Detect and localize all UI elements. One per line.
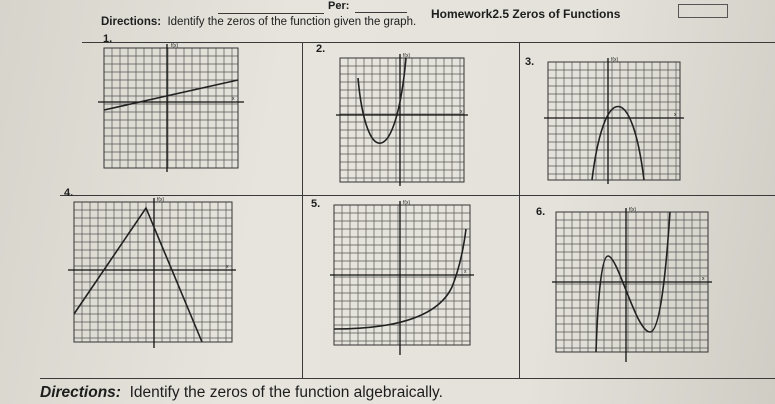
x-axis-label: x	[702, 276, 705, 282]
y-axis-label: f(x)	[157, 197, 165, 203]
per-label: Per:	[328, 0, 350, 12]
y-axis-label: f(x)	[171, 43, 179, 49]
name-blank-line	[218, 13, 324, 14]
graph-1	[104, 43, 238, 168]
column-divider-2	[519, 42, 520, 378]
problem-6-number: 6.	[536, 206, 546, 218]
graph-2	[340, 53, 464, 182]
x-axis-label: x	[674, 112, 677, 118]
graph-4	[74, 197, 232, 342]
directions-graph-text: Identify the zeros of the function given the graph.	[167, 16, 417, 28]
y-axis-label: f(x)	[403, 53, 411, 59]
directions-algebraic	[40, 384, 443, 402]
problem-3-number: 3.	[525, 56, 535, 68]
x-axis-label: x	[464, 269, 467, 275]
x-axis-label: x	[460, 109, 463, 115]
directions-algebraic-text: Identify the zeros of the function algebraically.	[129, 384, 443, 401]
function-curve	[358, 58, 406, 143]
directions-algebraic-label: Directions:	[40, 384, 121, 401]
worksheet-title: Homework2.5 Zeros of Functions	[431, 7, 621, 21]
problem-5-number: 5.	[311, 198, 321, 210]
y-axis-label: f(x)	[629, 207, 637, 213]
x-axis-label: x	[232, 96, 235, 102]
directions-graph	[101, 16, 416, 28]
graph-6	[556, 207, 708, 352]
per-blank-line	[355, 12, 407, 13]
directions-graph-label: Directions:	[101, 16, 162, 28]
problem-1-number: 1.	[103, 33, 113, 45]
row-divider	[60, 195, 775, 196]
y-axis-label: f(x)	[611, 57, 619, 63]
score-box	[678, 4, 728, 18]
x-axis-label: x	[226, 264, 229, 270]
y-axis-label: f(x)	[403, 200, 411, 206]
problem-4-number: 4.	[64, 187, 74, 199]
function-curve	[104, 80, 238, 110]
column-divider-1	[302, 42, 303, 378]
graph-3	[548, 57, 680, 180]
row2-bottom-border	[40, 378, 775, 379]
graph-5	[334, 200, 470, 345]
problem-2-number: 2.	[316, 43, 326, 55]
row1-top-border	[82, 42, 775, 43]
